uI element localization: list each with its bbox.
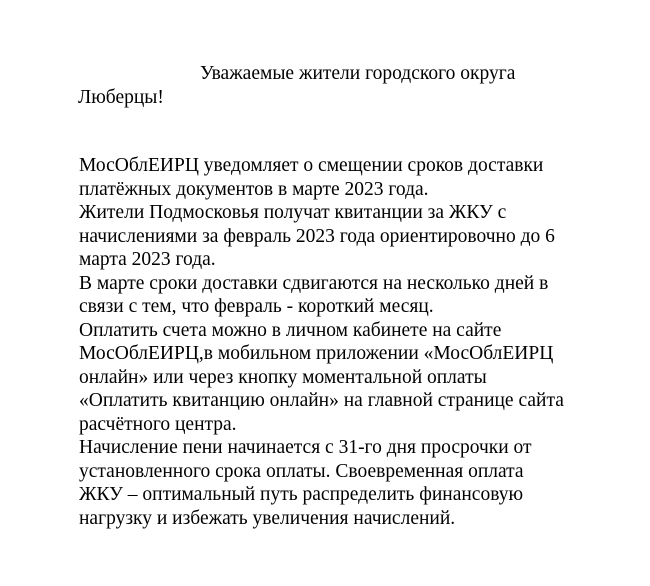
- body-line: МосОблЕИРЦ уведомляет о смещении сроков доставки: [79, 155, 544, 176]
- body-line: расчётного центра.: [79, 413, 237, 435]
- body-line: марта 2023 года.: [79, 249, 216, 270]
- notice-title-line-1: Уважаемые жители городского округа: [200, 63, 516, 84]
- body-line: ЖКУ – оптимальный путь распределить финансовую: [79, 484, 524, 505]
- body-line: начислениями за февраль 2023 года ориентировочно до 6: [79, 225, 555, 247]
- body-line: Жители Подмосковья получат квитанции за ЖКУ с: [79, 202, 507, 223]
- body-line: МосОблЕИРЦ,в мобильном приложении «МосОблЕИРЦ: [79, 343, 554, 364]
- body-line: Оплатить счета можно в личном кабинете на сайте: [79, 319, 502, 341]
- body-line: онлайн» или через кнопку моментальной оплаты: [79, 366, 487, 388]
- body-line: платёжных документов в марте 2023 года.: [79, 178, 429, 200]
- body-line: Начисление пени начинается с 31-го дня просрочки от: [79, 437, 532, 458]
- body-line: В марте сроки доставки сдвигаются на несколько дней в: [79, 272, 549, 294]
- body-line: связи с тем, что февраль - короткий месяц.: [79, 296, 434, 317]
- notice-title-line-2: Люберцы!: [78, 87, 164, 108]
- body-line: установленного срока оплаты. Своевременная оплата: [79, 460, 524, 482]
- notice-body: [79, 154, 564, 530]
- body-line: нагрузку и избежать увеличения начислений.: [79, 507, 456, 529]
- body-line: «Оплатить квитанцию онлайн» на главной странице сайта: [79, 390, 564, 411]
